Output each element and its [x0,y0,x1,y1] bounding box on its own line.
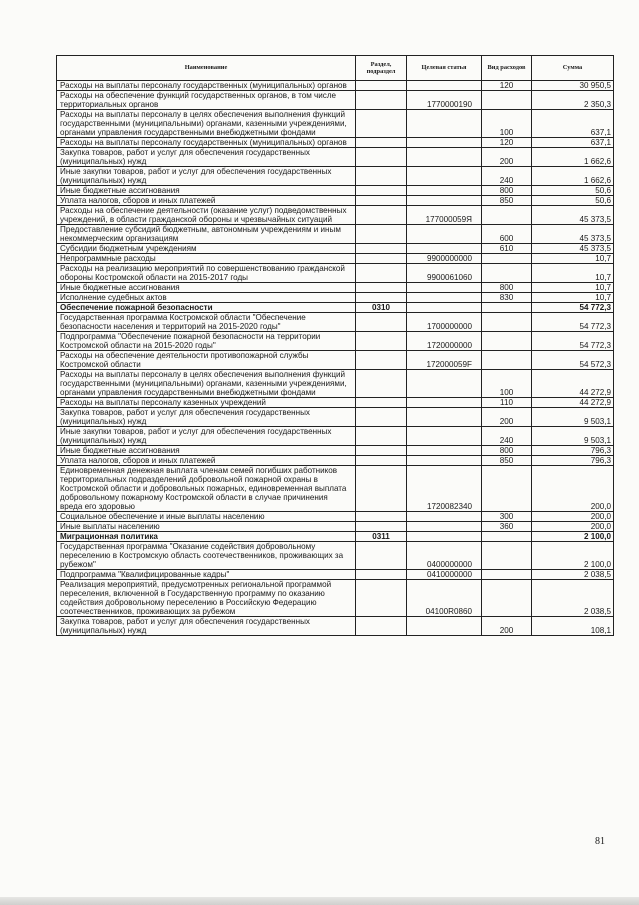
cell-name: Единовременная денежная выплата членам семей погибших работников территориальных подразделений добровольной пожарной охраны в Костромской области и добровольных пожарных, единовременная выплата добровольному пожарному Костромской области в случае причинения вреда его здоровью [57,466,356,512]
cell-sum: 1 662,6 [532,167,614,186]
cell-name: Закупка товаров, работ и услуг для обеспечения государственных (муниципальных) нужд [57,408,356,427]
cell-article [407,408,482,427]
table-row [57,81,614,91]
cell-article [407,196,482,206]
cell-name: Иные бюджетные ассигнования [57,283,356,293]
table-row [57,512,614,522]
cell-section [356,427,407,446]
table-header-row [57,56,614,81]
table-row [57,303,614,313]
table-row [57,570,614,580]
cell-name: Исполнение судебных актов [57,293,356,303]
cell-kind: 240 [482,167,532,186]
table-row [57,408,614,427]
cell-kind [482,254,532,264]
header-article: Целевая статья [407,56,482,81]
cell-sum: 637,1 [532,138,614,148]
cell-section [356,293,407,303]
cell-sum: 1 662,6 [532,148,614,167]
cell-kind [482,532,532,542]
cell-article: 1700000000 [407,313,482,332]
cell-section [356,512,407,522]
cell-kind [482,313,532,332]
cell-name: Иные бюджетные ассигнования [57,446,356,456]
cell-name: Расходы на выплаты персоналу казенных учреждений [57,398,356,408]
cell-kind: 120 [482,81,532,91]
cell-kind: 110 [482,398,532,408]
cell-article: 172000059F [407,351,482,370]
cell-name: Социальное обеспечение и иные выплаты населению [57,512,356,522]
cell-name: Реализация мероприятий, предусмотренных региональной программой переселения, включенной в Государственную программу по оказанию содействия добровольному переселению в Российскую Федерацию соотечественников, проживающих за рубежом [57,580,356,617]
table-row [57,446,614,456]
cell-sum: 54 572,3 [532,351,614,370]
cell-name: Подпрограмма "Квалифицированные кадры" [57,570,356,580]
table-row [57,225,614,244]
cell-name: Иные закупки товаров, работ и услуг для обеспечения государственных (муниципальных) нужд [57,167,356,186]
cell-sum: 45 373,5 [532,206,614,225]
cell-name: Предоставление субсидий бюджетным, автономным учреждениям и иным некоммерческим организациям [57,225,356,244]
cell-section [356,570,407,580]
cell-sum: 2 100,0 [532,542,614,570]
cell-name: Расходы на выплаты персоналу в целях обеспечения выполнения функций государственными (муниципальными) органами, казенными учреждениями, органами управления государственными внебюджетными фондами [57,370,356,398]
cell-section [356,110,407,138]
cell-kind [482,264,532,283]
cell-name: Миграционная политика [57,532,356,542]
cell-kind: 830 [482,293,532,303]
cell-sum: 54 772,3 [532,303,614,313]
table-row [57,456,614,466]
cell-kind [482,332,532,351]
cell-section [356,196,407,206]
cell-kind [482,580,532,617]
cell-article [407,427,482,446]
table-row [57,580,614,617]
table-row [57,186,614,196]
cell-article [407,293,482,303]
table-row [57,254,614,264]
cell-kind: 120 [482,138,532,148]
cell-section [356,206,407,225]
cell-section [356,542,407,570]
cell-name: Государственная программа "Оказание содействия добровольному переселению в Костромскую область соотечественников, проживающих за рубежом" [57,542,356,570]
cell-sum: 796,3 [532,446,614,456]
cell-name: Субсидии бюджетным учреждениям [57,244,356,254]
cell-section [356,186,407,196]
cell-sum: 50,6 [532,196,614,206]
table-row [57,398,614,408]
cell-sum: 44 272,9 [532,398,614,408]
cell-sum: 45 373,5 [532,244,614,254]
cell-article [407,167,482,186]
cell-article [407,398,482,408]
cell-kind: 200 [482,617,532,636]
cell-sum: 200,0 [532,512,614,522]
cell-article: 0400000000 [407,542,482,570]
cell-sum: 10,7 [532,283,614,293]
cell-sum: 108,1 [532,617,614,636]
cell-article: 9900000000 [407,254,482,264]
cell-section [356,167,407,186]
cell-sum: 30 950,5 [532,81,614,91]
cell-sum: 54 772,3 [532,313,614,332]
header-section: Раздел, подраздел [356,56,407,81]
cell-name: Уплата налогов, сборов и иных платежей [57,456,356,466]
cell-sum: 200,0 [532,522,614,532]
cell-section [356,313,407,332]
table-row [57,110,614,138]
header-name: Наименование [57,56,356,81]
cell-section [356,522,407,532]
table-row [57,466,614,512]
cell-section [356,332,407,351]
cell-sum: 45 373,5 [532,225,614,244]
cell-article: 177000059Я [407,206,482,225]
cell-name: Расходы на выплаты персоналу в целях обеспечения выполнения функций государственными (муниципальными) органами, казенными учреждениями, органами управления государственными внебюджетными фондами [57,110,356,138]
cell-kind: 850 [482,456,532,466]
cell-article [407,522,482,532]
cell-article: 0410000000 [407,570,482,580]
cell-article [407,283,482,293]
budget-table [56,55,614,636]
cell-section: 0310 [356,303,407,313]
cell-article [407,225,482,244]
cell-name: Иные закупки товаров, работ и услуг для обеспечения государственных (муниципальных) нужд [57,427,356,446]
cell-sum: 200,0 [532,466,614,512]
cell-sum: 9 503,1 [532,408,614,427]
cell-article [407,512,482,522]
table-row [57,532,614,542]
cell-name: Обеспечение пожарной безопасности [57,303,356,313]
table-row [57,244,614,254]
cell-sum: 796,3 [532,456,614,466]
cell-section [356,370,407,398]
cell-article [407,532,482,542]
cell-section [356,91,407,110]
header-kind: Вид расходов [482,56,532,81]
cell-article [407,138,482,148]
cell-name: Государственная программа Костромской области "Обеспечение безопасности населения и территорий на 2015-2020 годы" [57,313,356,332]
cell-kind [482,351,532,370]
cell-name: Непрограммные расходы [57,254,356,264]
cell-section [356,244,407,254]
cell-article: 04100R0860 [407,580,482,617]
cell-kind [482,206,532,225]
cell-sum: 10,7 [532,264,614,283]
cell-article [407,148,482,167]
table-body [57,81,614,636]
cell-kind: 300 [482,512,532,522]
cell-kind: 100 [482,110,532,138]
cell-kind: 360 [482,522,532,532]
page-number: 81 [595,836,605,847]
scan-edge [0,897,639,905]
cell-sum: 2 100,0 [532,532,614,542]
cell-section [356,580,407,617]
cell-kind: 200 [482,408,532,427]
cell-sum: 2 038,5 [532,570,614,580]
cell-name: Расходы на обеспечение функций государственных органов, в том числе территориальных органов [57,91,356,110]
cell-sum: 2 350,3 [532,91,614,110]
cell-name: Подпрограмма "Обеспечение пожарной безопасности на территории Костромской области на 2015-2020 годы" [57,332,356,351]
cell-article [407,244,482,254]
cell-kind [482,570,532,580]
cell-article [407,446,482,456]
table-row [57,522,614,532]
cell-article: 1720082340 [407,466,482,512]
cell-sum: 50,6 [532,186,614,196]
cell-kind: 200 [482,148,532,167]
cell-sum: 637,1 [532,110,614,138]
cell-name: Расходы на выплаты персоналу государственных (муниципальных) органов [57,81,356,91]
cell-section [356,351,407,370]
cell-name: Расходы на обеспечение деятельности противопожарной службы Костромской области [57,351,356,370]
cell-article: 1770000190 [407,91,482,110]
cell-name: Расходы на обеспечение деятельности (оказание услуг) подведомственных учреждений, в области гражданской обороны и чрезвычайных ситуаций [57,206,356,225]
cell-sum: 10,7 [532,293,614,303]
table-row [57,91,614,110]
table-row [57,351,614,370]
table-row [57,264,614,283]
cell-article [407,186,482,196]
cell-name: Закупка товаров, работ и услуг для обеспечения государственных (муниципальных) нужд [57,148,356,167]
cell-article [407,110,482,138]
cell-article: 9900061060 [407,264,482,283]
cell-section [356,81,407,91]
cell-section [356,456,407,466]
table-row [57,283,614,293]
cell-section [356,225,407,244]
cell-section [356,283,407,293]
table-row [57,313,614,332]
cell-section: 0311 [356,532,407,542]
cell-sum: 10,7 [532,254,614,264]
cell-article: 1720000000 [407,332,482,351]
cell-article [407,456,482,466]
cell-name: Уплата налогов, сборов и иных платежей [57,196,356,206]
cell-section [356,148,407,167]
table-row [57,196,614,206]
cell-kind: 850 [482,196,532,206]
cell-kind: 800 [482,446,532,456]
table-row [57,427,614,446]
cell-kind [482,542,532,570]
cell-name: Закупка товаров, работ и услуг для обеспечения государственных (муниципальных) нужд [57,617,356,636]
cell-sum: 9 503,1 [532,427,614,446]
cell-kind [482,303,532,313]
cell-article [407,370,482,398]
cell-sum: 44 272,9 [532,370,614,398]
table-row [57,138,614,148]
cell-name: Расходы на выплаты персоналу государственных (муниципальных) органов [57,138,356,148]
cell-kind: 610 [482,244,532,254]
cell-section [356,254,407,264]
cell-sum: 54 772,3 [532,332,614,351]
table-row [57,332,614,351]
cell-kind: 600 [482,225,532,244]
cell-kind [482,91,532,110]
table-row [57,148,614,167]
cell-section [356,408,407,427]
table-row [57,542,614,570]
cell-name: Расходы на реализацию мероприятий по совершенствованию гражданской обороны Костромской области на 2015-2017 годы [57,264,356,283]
table-row [57,370,614,398]
cell-article [407,81,482,91]
cell-section [356,617,407,636]
cell-kind [482,466,532,512]
header-sum: Сумма [532,56,614,81]
cell-name: Иные бюджетные ассигнования [57,186,356,196]
cell-kind: 800 [482,283,532,293]
table-row [57,206,614,225]
cell-section [356,138,407,148]
cell-kind: 800 [482,186,532,196]
table-row [57,617,614,636]
cell-section [356,398,407,408]
cell-section [356,264,407,283]
table-row [57,167,614,186]
cell-name: Иные выплаты населению [57,522,356,532]
cell-kind: 240 [482,427,532,446]
cell-section [356,446,407,456]
cell-section [356,466,407,512]
cell-article [407,303,482,313]
cell-article [407,617,482,636]
cell-sum: 2 038,5 [532,580,614,617]
cell-kind: 100 [482,370,532,398]
table-row [57,293,614,303]
